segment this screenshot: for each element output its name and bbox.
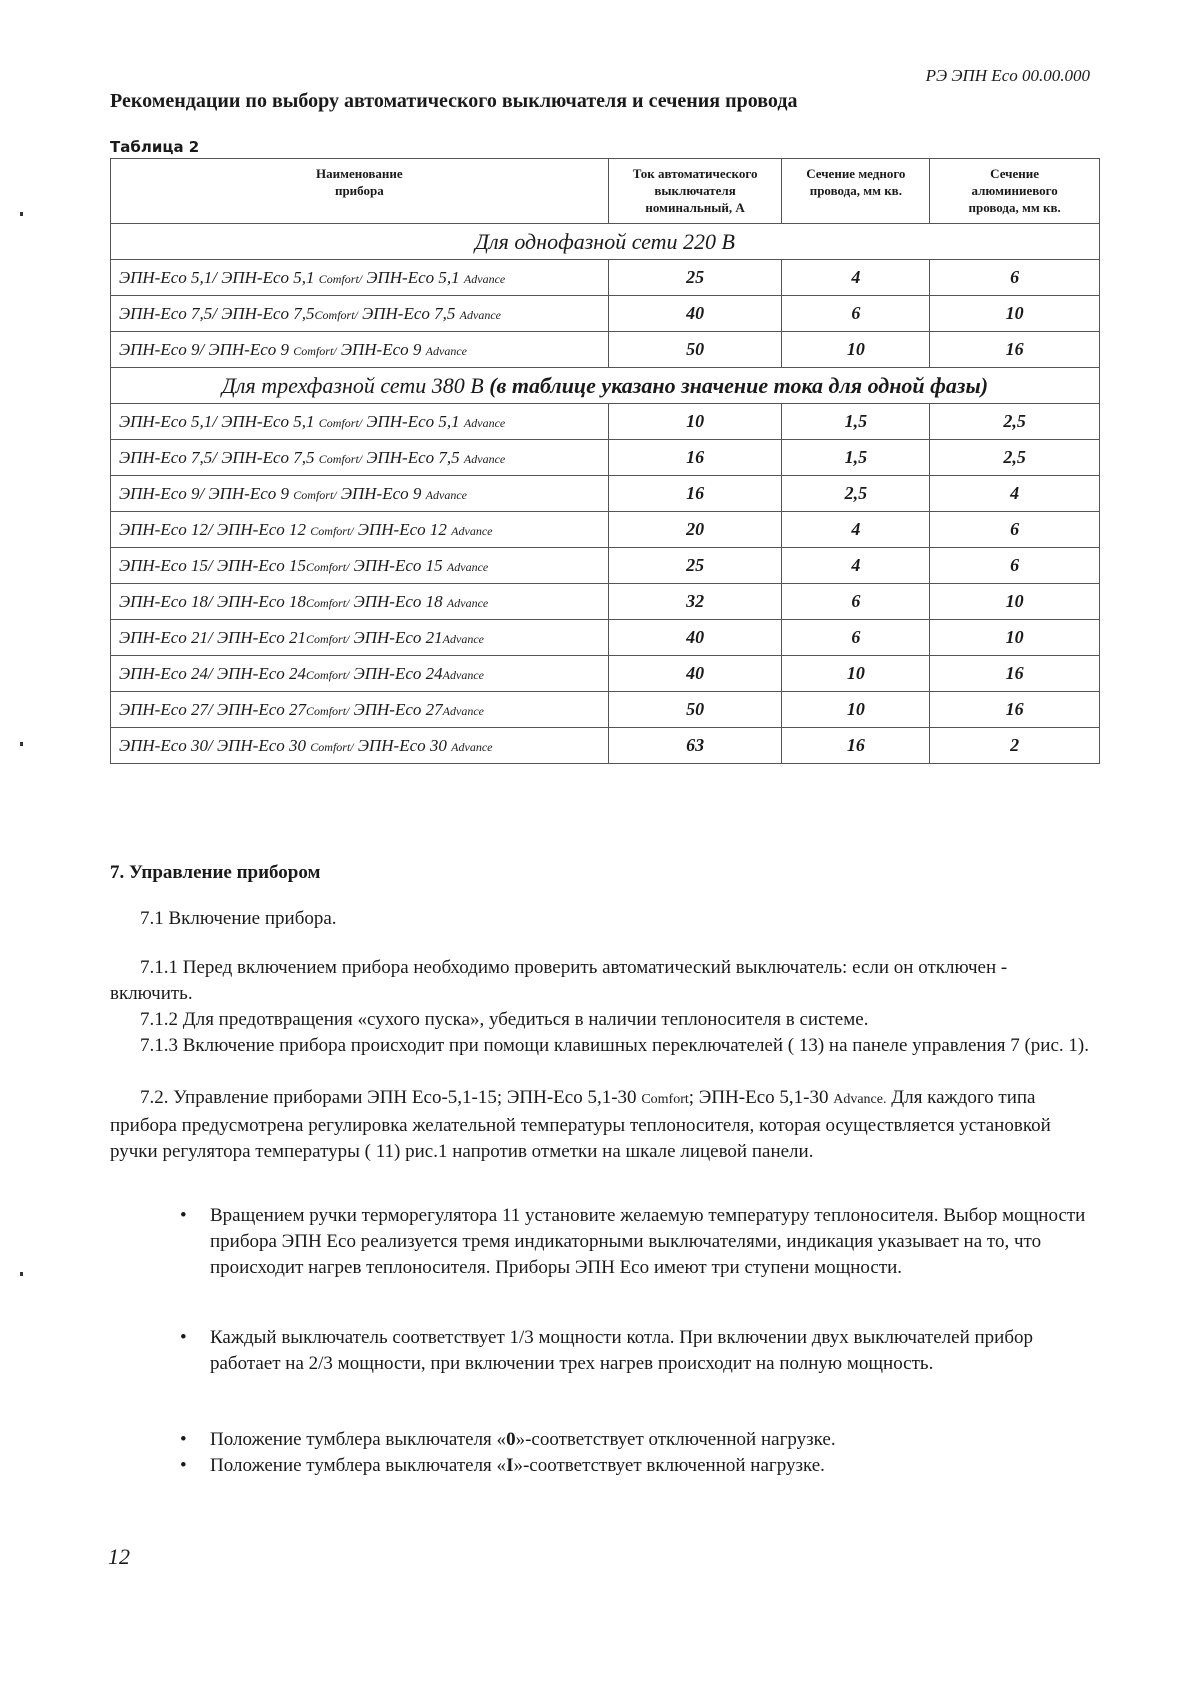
header-copper xyxy=(782,159,930,224)
device-name-cell xyxy=(111,620,609,656)
device-name-advance: Advance xyxy=(463,271,506,286)
header-copper-line2: провода, мм кв. xyxy=(809,183,902,198)
device-name-comfort: Comfort/ xyxy=(310,739,354,754)
current-cell: 50 xyxy=(608,692,782,728)
device-name-advance: Advance xyxy=(446,559,489,574)
bullet-switch-on-a: Положение тумблера выключателя « xyxy=(210,1455,507,1476)
header-current-line1: Ток автоматического xyxy=(632,166,758,181)
three-phase-note: (в таблице указано значение тока для одной фазы) xyxy=(489,372,989,398)
device-name-comfort: Comfort/ xyxy=(306,595,350,610)
device-name-advance: Advance xyxy=(463,451,506,466)
bullet-switch-off-b: »-соответствует отключенной нагрузке. xyxy=(515,1429,836,1450)
bullet-switch-on-symbol: I xyxy=(506,1455,514,1476)
device-name-name: ЭПН-Eco 18/ ЭПН-Eco 18 xyxy=(119,591,307,611)
table-body xyxy=(111,224,1100,764)
device-name-name: ЭПН-Eco 5,1/ ЭПН-Eco 5,1 xyxy=(119,411,319,431)
current-cell: 40 xyxy=(608,620,782,656)
device-name-advance: Advance xyxy=(425,343,467,358)
table-row xyxy=(111,296,1100,332)
device-name-name2: ЭПН-Eco 30 xyxy=(353,735,452,755)
device-name-name2: ЭПН-Eco 7,5 xyxy=(357,303,460,323)
paragraph-7-1-3: 7.1.3 Включение прибора происходит при помощи клавишных переключателей ( 13) на панеле управления 7 (рис. 1). xyxy=(140,1035,1089,1056)
device-name-cell xyxy=(111,476,609,512)
device-name-cell xyxy=(111,656,609,692)
bullet-power-steps: • Каждый выключатель соответствует 1/3 мощности котла. При включении двух выключателей прибор работает на 2/3 мощности, при включении трех нагрев происходит на полную мощность. xyxy=(110,1325,1090,1377)
aluminium-section-cell: 16 xyxy=(930,692,1100,728)
table-row xyxy=(111,440,1100,476)
device-name-advance: Advance xyxy=(442,703,484,718)
device-name-name2: ЭПН-Eco 15 xyxy=(349,555,447,575)
table-row xyxy=(111,692,1100,728)
bullet-thermostat: • Вращением ручки терморегулятора 11 установите желаемую температуру теплоносителя. Выбор мощности прибора ЭПН Eco реализуется тремя индикаторными выключателями, индикация указывает на то, что происходит нагрев теплоносителя. Приборы ЭПН Eco имеют три ступени мощности. xyxy=(110,1203,1090,1281)
aluminium-section-cell: 10 xyxy=(930,584,1100,620)
aluminium-section-cell: 10 xyxy=(930,620,1100,656)
device-name-name: ЭПН-Eco 9/ ЭПН-Eco 9 xyxy=(119,339,294,359)
device-name-advance: Advance xyxy=(451,739,493,754)
device-name-name: ЭПН-Eco 7,5/ ЭПН-Eco 7,5 xyxy=(119,447,319,467)
header-copper-line1: Сечение медного xyxy=(806,166,906,181)
three-phase-title xyxy=(111,368,1100,404)
device-name-cell xyxy=(111,692,609,728)
bullet-switch-off-a: Положение тумблера выключателя « xyxy=(210,1429,507,1450)
scan-dot xyxy=(20,1272,23,1276)
device-name-comfort: Comfort/ xyxy=(306,667,350,682)
device-name-advance: Advance xyxy=(442,631,484,646)
copper-section-cell: 1,5 xyxy=(782,440,930,476)
copper-section-cell: 16 xyxy=(782,728,930,764)
bullet-list-2 xyxy=(110,1325,1090,1377)
aluminium-section-cell: 2 xyxy=(930,728,1100,764)
device-name-comfort: Comfort/ xyxy=(318,415,363,430)
copper-section-cell: 4 xyxy=(782,548,930,584)
paragraph-7-2-advance: Advance. xyxy=(833,1092,887,1107)
bullet-switch-off-symbol: 0 xyxy=(506,1429,516,1450)
copper-section-cell: 4 xyxy=(782,512,930,548)
table-row xyxy=(111,728,1100,764)
device-name-name: ЭПН-Eco 27/ ЭПН-Eco 27 xyxy=(119,699,307,719)
device-name-advance: Advance xyxy=(459,307,501,322)
three-phase-section-row xyxy=(111,368,1100,404)
header-device-line2: прибора xyxy=(334,183,384,198)
bullet-list-3 xyxy=(110,1427,1090,1479)
current-cell: 25 xyxy=(608,260,782,296)
table-row xyxy=(111,476,1100,512)
device-name-name2: ЭПН-Eco 9 xyxy=(336,339,426,359)
table-header-row xyxy=(111,159,1100,224)
aluminium-section-cell: 6 xyxy=(930,548,1100,584)
table-row xyxy=(111,656,1100,692)
device-name-advance: Advance xyxy=(463,415,506,430)
current-cell: 10 xyxy=(608,404,782,440)
copper-section-cell: 6 xyxy=(782,620,930,656)
aluminium-section-cell: 16 xyxy=(930,332,1100,368)
device-name-name2: ЭПН-Eco 12 xyxy=(353,519,452,539)
device-name-cell xyxy=(111,728,609,764)
device-name-cell xyxy=(111,512,609,548)
aluminium-section-cell: 10 xyxy=(930,296,1100,332)
three-phase-title-text: Для трехфазной сети 380 В xyxy=(221,372,490,398)
device-name-cell xyxy=(111,440,609,476)
bullet-switch-on-b: »-соответствует включенной нагрузке. xyxy=(513,1455,825,1476)
copper-section-cell: 1,5 xyxy=(782,404,930,440)
device-name-comfort: Comfort/ xyxy=(318,271,363,286)
header-alu-line3: провода, мм кв. xyxy=(968,200,1061,215)
device-name-name: ЭПН-Eco 30/ ЭПН-Eco 30 xyxy=(119,735,311,755)
device-name-name: ЭПН-Eco 12/ ЭПН-Eco 12 xyxy=(119,519,311,539)
device-name-name: ЭПН-Eco 5,1/ ЭПН-Eco 5,1 xyxy=(119,267,319,287)
paragraph-7-1-1: 7.1.1 Перед включением прибора необходимо проверить автоматический выключатель: если он отключен - включить. xyxy=(110,957,1008,1004)
device-name-advance: Advance xyxy=(446,595,489,610)
single-phase-section-row xyxy=(111,224,1100,260)
device-name-name2: ЭПН-Eco 27 xyxy=(349,699,443,719)
device-name-name2: ЭПН-Eco 24 xyxy=(349,663,443,683)
header-current xyxy=(608,159,782,224)
paragraph-7-2-comfort: Comfort xyxy=(641,1092,689,1107)
table-row xyxy=(111,584,1100,620)
device-name-comfort: Comfort/ xyxy=(314,307,358,322)
device-name-comfort: Comfort/ xyxy=(293,343,337,358)
device-name-name2: ЭПН-Eco 18 xyxy=(349,591,447,611)
header-current-line2: выключателя xyxy=(654,183,736,198)
device-name-advance: Advance xyxy=(451,523,493,538)
device-name-comfort: Comfort/ xyxy=(306,631,350,646)
paragraph-7-2-part-a: 7.2. Управление приборами ЭПН Eco-5,1-15; ЭПН-Eco 5,1-30 xyxy=(140,1087,642,1108)
scan-dot xyxy=(20,212,23,216)
device-name-name2: ЭПН-Eco 5,1 xyxy=(362,267,464,287)
aluminium-section-cell: 6 xyxy=(930,512,1100,548)
page-number: 12 xyxy=(108,1544,130,1569)
current-cell: 25 xyxy=(608,548,782,584)
copper-section-cell: 10 xyxy=(782,332,930,368)
bullet-switch-off xyxy=(110,1427,1090,1453)
table-row xyxy=(111,404,1100,440)
header-current-line3: номинальный, А xyxy=(645,200,745,215)
paragraph-7-2-part-b: ; ЭПН-Eco 5,1-30 xyxy=(688,1087,834,1108)
current-cell: 40 xyxy=(608,296,782,332)
table-label: Таблица 2 xyxy=(110,138,200,156)
aluminium-section-cell: 16 xyxy=(930,656,1100,692)
device-name-name: ЭПН-Eco 9/ ЭПН-Eco 9 xyxy=(119,483,294,503)
current-cell: 40 xyxy=(608,656,782,692)
table-row xyxy=(111,620,1100,656)
current-cell: 16 xyxy=(608,476,782,512)
device-name-comfort: Comfort/ xyxy=(310,523,354,538)
copper-section-cell: 6 xyxy=(782,584,930,620)
recommendation-table xyxy=(110,158,1100,764)
section-7-heading: 7. Управление прибором xyxy=(110,862,321,883)
device-name-advance: Advance xyxy=(425,487,467,502)
copper-section-cell: 2,5 xyxy=(782,476,930,512)
device-name-cell xyxy=(111,584,609,620)
current-cell: 16 xyxy=(608,440,782,476)
device-name-name: ЭПН-Eco 24/ ЭПН-Eco 24 xyxy=(119,663,307,683)
table-row xyxy=(111,512,1100,548)
table-row xyxy=(111,260,1100,296)
copper-section-cell: 10 xyxy=(782,692,930,728)
paragraph-7-2 xyxy=(110,1085,1090,1165)
aluminium-section-cell: 6 xyxy=(930,260,1100,296)
paragraph-7-2-part-c: Для каждого типа прибора предусмотрена регулировка желательной температуры теплоносителя, которая осуществляется установкой ручки регулятора температуры ( 11) рис.1 напротив отметки на шкале лицевой панели. xyxy=(110,1087,1051,1162)
current-cell: 63 xyxy=(608,728,782,764)
device-name-name2: ЭПН-Eco 9 xyxy=(336,483,426,503)
aluminium-section-cell: 4 xyxy=(930,476,1100,512)
device-name-name: ЭПН-Eco 21/ ЭПН-Eco 21 xyxy=(119,627,307,647)
table-row xyxy=(111,548,1100,584)
bullet-list-1 xyxy=(110,1203,1090,1281)
device-name-name2: ЭПН-Eco 21 xyxy=(349,627,443,647)
device-name-name: ЭПН-Eco 15/ ЭПН-Eco 15 xyxy=(119,555,307,575)
device-name-name: ЭПН-Eco 7,5/ ЭПН-Eco 7,5 xyxy=(119,303,315,323)
document-code: РЭ ЭПН Eco 00.00.000 xyxy=(925,66,1090,85)
scan-dot xyxy=(20,742,23,746)
copper-section-cell: 10 xyxy=(782,656,930,692)
header-aluminium xyxy=(930,159,1100,224)
current-cell: 20 xyxy=(608,512,782,548)
device-name-cell xyxy=(111,296,609,332)
device-name-advance: Advance xyxy=(442,667,484,682)
copper-section-cell: 6 xyxy=(782,296,930,332)
aluminium-section-cell: 2,5 xyxy=(930,440,1100,476)
header-alu-line1: Сечение xyxy=(990,166,1040,181)
device-name-comfort: Comfort/ xyxy=(293,487,337,502)
device-name-cell xyxy=(111,404,609,440)
bullet-switch-on xyxy=(110,1453,1090,1479)
aluminium-section-cell: 2,5 xyxy=(930,404,1100,440)
device-name-comfort: Comfort/ xyxy=(306,559,350,574)
header-alu-line2: алюминиевого xyxy=(971,183,1058,198)
header-device xyxy=(111,159,609,224)
device-name-name2: ЭПН-Eco 5,1 xyxy=(362,411,464,431)
paragraph-7-1: 7.1 Включение прибора. xyxy=(140,908,337,929)
device-name-name2: ЭПН-Eco 7,5 xyxy=(362,447,464,467)
device-name-cell xyxy=(111,260,609,296)
current-cell: 32 xyxy=(608,584,782,620)
copper-section-cell: 4 xyxy=(782,260,930,296)
paragraph-7-1-2: 7.1.2 Для предотвращения «сухого пуска», убедиться в наличии теплоносителя в системе. xyxy=(140,1009,869,1030)
device-name-cell xyxy=(111,332,609,368)
device-name-comfort: Comfort/ xyxy=(318,451,363,466)
page-title: Рекомендации по выбору автоматического выключателя и сечения провода xyxy=(110,90,798,112)
device-name-cell xyxy=(111,548,609,584)
device-name-comfort: Comfort/ xyxy=(306,703,350,718)
single-phase-title: Для однофазной сети 220 В xyxy=(111,224,1100,260)
current-cell: 50 xyxy=(608,332,782,368)
table-row xyxy=(111,332,1100,368)
header-device-line1: Наименование xyxy=(316,166,403,181)
